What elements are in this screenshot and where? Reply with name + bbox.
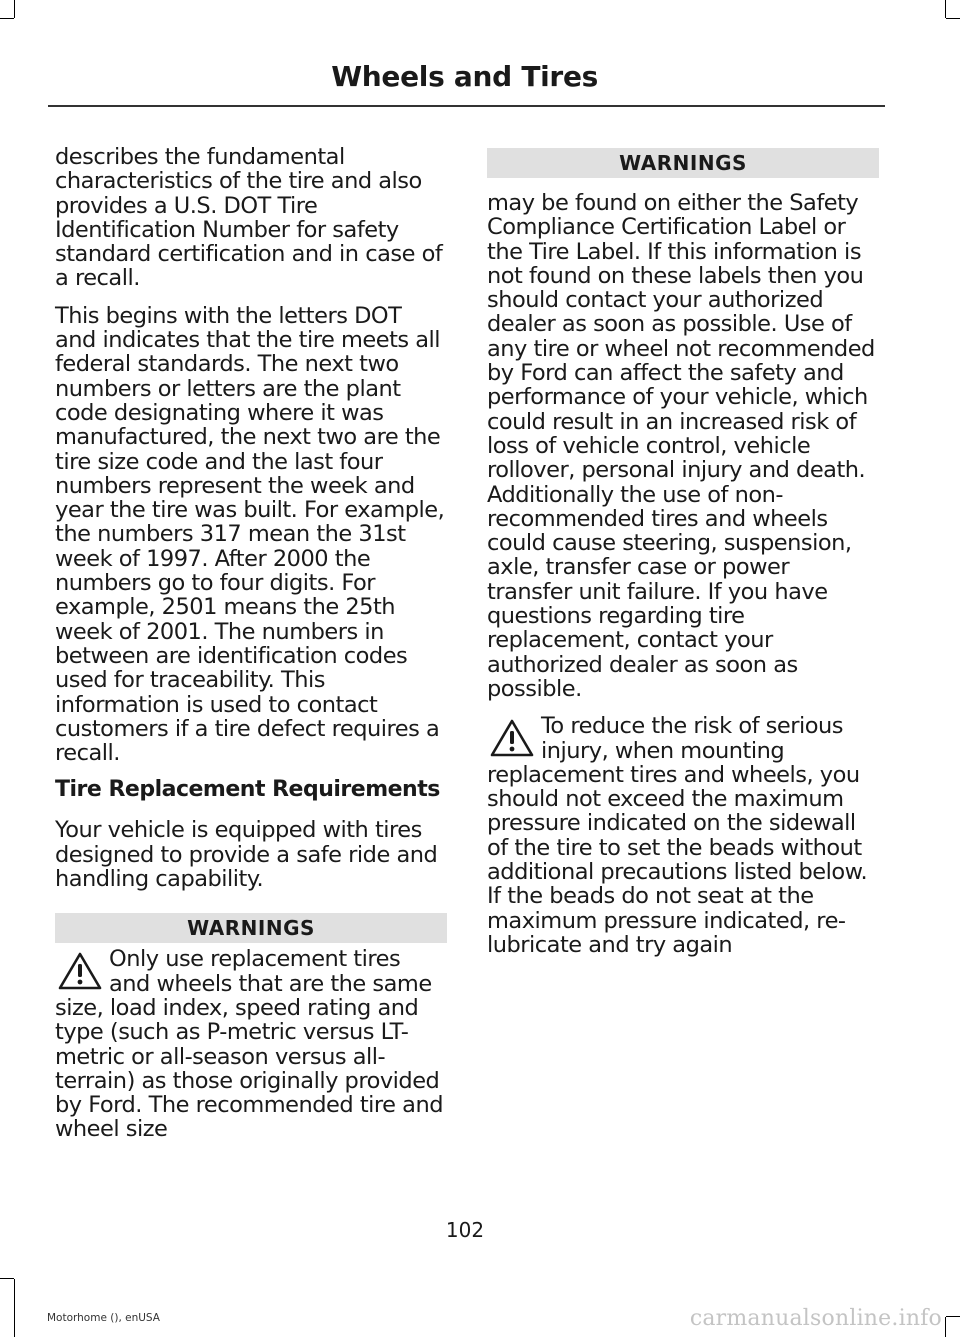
paragraph: Your vehicle is equipped with tires designed to provide a safe ride and handling capability. xyxy=(55,817,438,893)
crop-mark xyxy=(945,0,946,18)
crop-mark xyxy=(946,1316,960,1317)
page-title: Wheels and Tires xyxy=(331,60,598,93)
crop-mark xyxy=(14,0,15,18)
paragraph: describes the fundamental characteristics of the tire and also provides a U.S. DOT Tire Identification Number for safety standard certification and in case of a recall. xyxy=(55,144,443,292)
crop-mark xyxy=(945,1317,946,1337)
section-heading: Tire Replacement Requirements xyxy=(55,777,440,803)
warning-block xyxy=(487,714,879,957)
crop-mark xyxy=(0,18,14,19)
warning-block xyxy=(55,947,447,1141)
paragraph: This begins with the letters DOT and indicates that the tire meets all federal standards. The next two numbers or letters are the plant code designating where it was manufactured, the next two are the tire size code and the last four numbers represent the week and year the tire was built. For example, the numbers 317 mean the 31st week of 1997. After 2000 the numbers go to four digits. For example, 2501 means the 25th week of 2001. The numbers in between are identification codes used for traceability. This information is used to contact customers if a tire defect requires a recall. xyxy=(55,302,445,767)
crop-mark xyxy=(946,18,960,19)
warning-triangle-icon xyxy=(57,951,103,991)
watermark: carmanualsonline.info xyxy=(689,1306,942,1331)
page-number: 102 xyxy=(445,1218,485,1242)
warnings-header: WARNINGS xyxy=(55,913,447,943)
footer-doc-info: Motorhome (), enUSA xyxy=(47,1312,160,1324)
right-column xyxy=(487,145,879,969)
warning-text: may be found on either the Safety Compliance Certification Label or the Tire Label. If this information is not found on these labels then you should contact your authorized dealer as soon as possible. Use of any tire or wheel not recommended by Ford can affect the safety and performance of your vehicle, which could result in an increased risk of loss of vehicle control, vehicle rollover, personal injury and death. Additionally the use of non-recommended tires and wheels could cause steering, suspension, axle, transfer case or power transfer unit failure. If you have questions regarding tire replacement, contact your authorized dealer as soon as possible. xyxy=(487,190,875,702)
left-column xyxy=(55,145,447,1154)
warning-text: To reduce the risk of serious injury, when mounting replacement tires and wheels, you should not exceed the maximum pressure indicated on the sidewall of the tire to set the beads without additional precautions listed below. If the beads do not seat at the maximum pressure indicated, re-lubricate and try again xyxy=(487,713,868,958)
warnings-header: WARNINGS xyxy=(487,148,879,178)
warning-triangle-icon xyxy=(489,718,535,758)
crop-mark xyxy=(14,1279,15,1337)
header-divider xyxy=(48,105,885,107)
crop-mark xyxy=(0,1278,14,1279)
warning-text: Only use replacement tires and wheels that are the same size, load index, speed rating and type (such as P-metric versus LT-metric or all-season versus all-terrain) as those originally provided by Ford. The recommended tire and wheel size xyxy=(55,946,443,1143)
